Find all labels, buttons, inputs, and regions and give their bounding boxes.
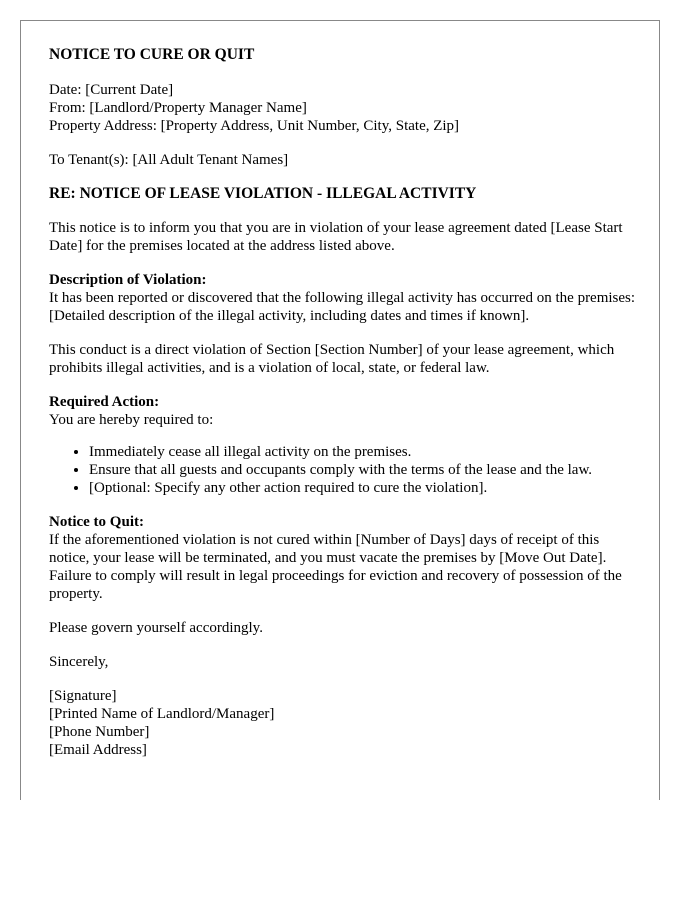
- violation-heading: Description of Violation:: [49, 272, 207, 288]
- violation-section: [49, 271, 639, 325]
- closing-line: Sincerely,: [49, 654, 109, 670]
- to-tenants-line: To Tenant(s): [All Adult Tenant Names]: [49, 152, 289, 168]
- list-item: • Ensure that all guests and occupants comply with the terms of the lease and the law.: [89, 461, 639, 479]
- notice-document: [49, 46, 639, 775]
- conduct-paragraph: This conduct is a direct violation of Section [Section Number] of your lease agreement, which prohibits illegal activities, and is a violation of local, state, or federal law.: [49, 342, 615, 376]
- notice-to-quit-section: [49, 513, 639, 603]
- signature-block: [49, 687, 639, 759]
- property-address-line: Property Address: [Property Address, Unit Number, City, State, Zip]: [49, 118, 460, 134]
- email-line: [Email Address]: [49, 742, 147, 758]
- list-item: • [Optional: Specify any other action required to cure the violation].: [89, 479, 639, 497]
- notice-to-quit-body: If the aforementioned violation is not cured within [Number of Days] days of receipt of this notice, your lease will be terminated, and you must vacate the premises by [Move Out Date]. Failure to comply will result in legal proceedings for eviction and recovery of possession of the property.: [49, 532, 622, 602]
- re-line: RE: NOTICE OF LEASE VIOLATION - ILLEGAL ACTIVITY: [49, 185, 477, 202]
- list-item: • Immediately cease all illegal activity on the premises.: [89, 443, 639, 461]
- violation-text: It has been reported or discovered that the following illegal activity has occurred on the premises:: [49, 290, 636, 306]
- intro-paragraph: This notice is to inform you that you are in violation of your lease agreement dated [Lease Start Date] for the premises located at the address listed above.: [49, 220, 623, 254]
- govern-line: Please govern yourself accordingly.: [49, 620, 263, 636]
- document-title: NOTICE TO CURE OR QUIT: [49, 46, 255, 63]
- header-block: [49, 81, 639, 135]
- phone-line: [Phone Number]: [49, 724, 150, 740]
- from-line: From: [Landlord/Property Manager Name]: [49, 100, 307, 116]
- required-action-heading: Required Action:: [49, 394, 160, 410]
- violation-description: [Detailed description of the illegal activity, including dates and times if known].: [49, 308, 530, 324]
- printed-name-line: [Printed Name of Landlord/Manager]: [49, 706, 275, 722]
- date-line: Date: [Current Date]: [49, 82, 174, 98]
- required-action-section: [49, 393, 639, 429]
- required-action-intro: You are hereby required to:: [49, 412, 214, 428]
- signature-line: [Signature]: [49, 688, 117, 704]
- notice-to-quit-heading: Notice to Quit:: [49, 514, 144, 530]
- required-action-list: [49, 443, 639, 497]
